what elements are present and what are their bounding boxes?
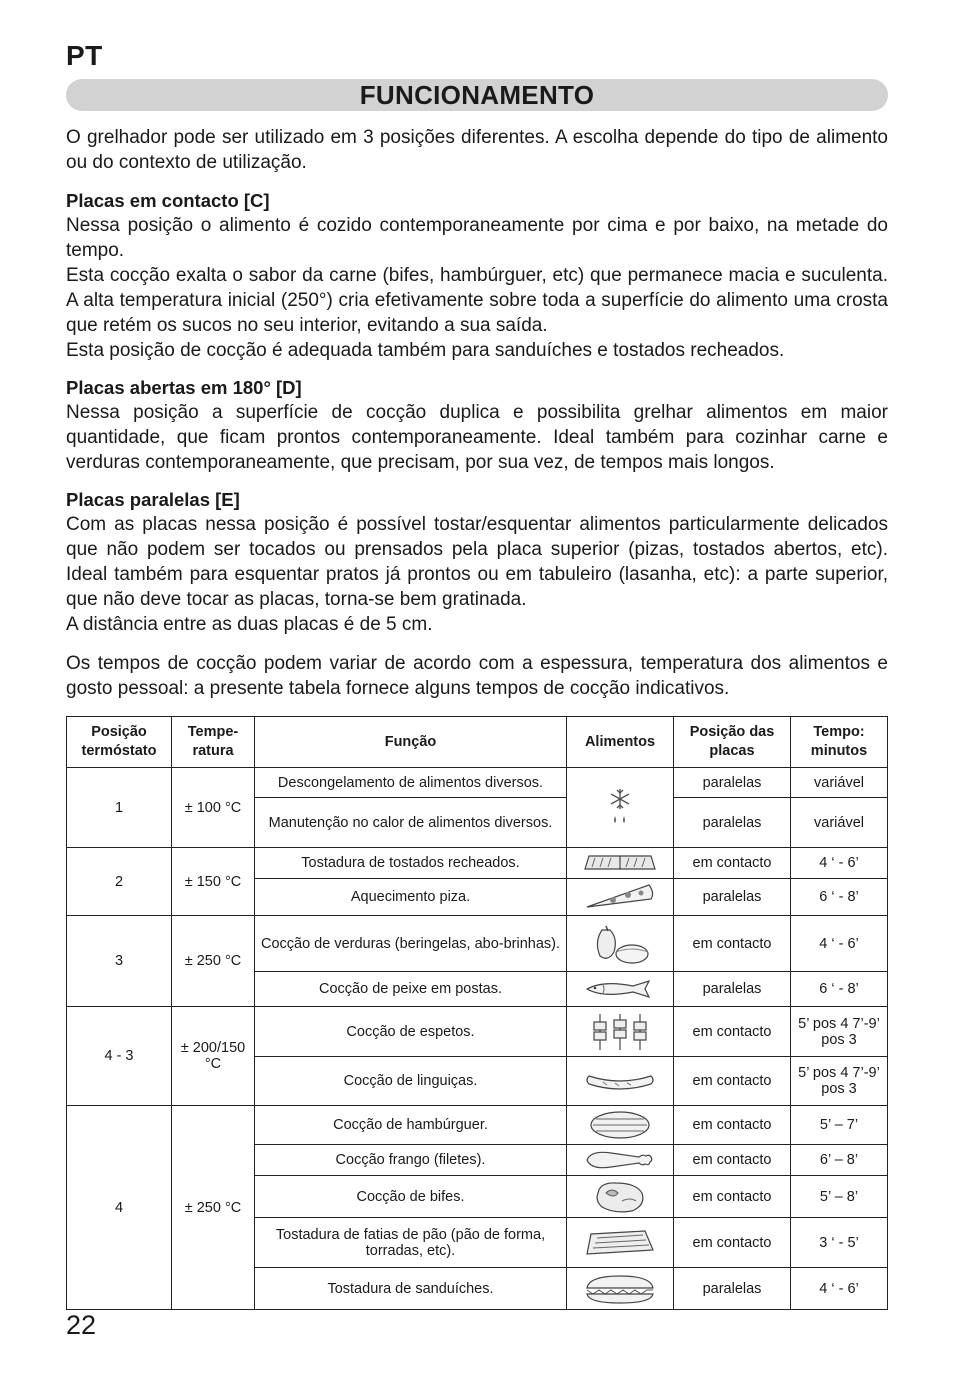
cooking-table: [66, 716, 888, 1310]
table-row: [67, 916, 888, 972]
temperature-cell: ± 150 °C: [172, 848, 255, 916]
paragraph: Nessa posição o alimento é cozido contemporaneamente por cima e por baixo, na metade do tempo.: [66, 215, 888, 261]
time-cell: 4 ‘ - 6’: [791, 848, 888, 879]
header-time: Tempo: minutos: [791, 717, 888, 768]
position-cell: 4 - 3: [67, 1007, 172, 1106]
chicken-leg-icon: [567, 1145, 674, 1176]
time-cell: 4 ‘ - 6’: [791, 916, 888, 972]
time-cell: 3 ‘ - 5’: [791, 1218, 888, 1268]
header-food: Alimentos: [567, 717, 674, 768]
temperature-cell: ± 250 °C: [172, 916, 255, 1007]
table-row: [67, 768, 888, 798]
function-cell: Aquecimento piza.: [255, 879, 567, 916]
position-cell: 2: [67, 848, 172, 916]
skewers-icon: [567, 1007, 674, 1057]
table-row: [67, 1007, 888, 1057]
plates-cell: em contacto: [674, 1176, 791, 1218]
function-cell: Cocção de linguiças.: [255, 1057, 567, 1106]
table-header-row: [67, 717, 888, 768]
plates-cell: em contacto: [674, 1007, 791, 1057]
position-cell: 4: [67, 1106, 172, 1310]
note-paragraph: Os tempos de cocção podem variar de acordo com a espessura, temperatura dos alimentos e gosto pessoal: a presente tabela fornece alguns tempos de cocção indicativos.: [66, 653, 888, 699]
function-cell: Cocção de espetos.: [255, 1007, 567, 1057]
function-cell: Cocção de verduras (beringelas, abo-brinhas).: [255, 916, 567, 972]
time-cell: 5’ pos 4 7’-9’ pos 3: [791, 1057, 888, 1106]
table-row: [67, 848, 888, 879]
plates-cell: paralelas: [674, 972, 791, 1007]
function-cell: Cocção de hambúrguer.: [255, 1106, 567, 1145]
temperature-cell: ± 200/150 °C: [172, 1007, 255, 1106]
plates-cell: em contacto: [674, 1106, 791, 1145]
language-code: PT: [66, 40, 103, 71]
pizza-icon: [567, 879, 674, 916]
plates-cell: em contacto: [674, 916, 791, 972]
vegetables-icon: [567, 916, 674, 972]
section-parallel: [66, 487, 888, 637]
plates-cell: paralelas: [674, 768, 791, 798]
paragraph: Esta posição de cocção é adequada também para sanduíches e tostados recheados.: [66, 340, 785, 361]
position-cell: 3: [67, 916, 172, 1007]
time-cell: 5’ – 8’: [791, 1176, 888, 1218]
function-cell: Tostadura de sanduíches.: [255, 1268, 567, 1310]
header-plates: Posição das placas: [674, 717, 791, 768]
plates-cell: paralelas: [674, 798, 791, 848]
section-open: [66, 375, 888, 475]
snowflake-drops-icon: [567, 768, 674, 848]
bread-slice-icon: [567, 1218, 674, 1268]
steak-icon: [567, 1176, 674, 1218]
time-cell: 6 ‘ - 8’: [791, 972, 888, 1007]
time-cell: 4 ‘ - 6’: [791, 1268, 888, 1310]
plates-cell: em contacto: [674, 848, 791, 879]
section-heading: Placas paralelas [E]: [66, 489, 240, 510]
page-number: 22: [66, 1310, 97, 1340]
body-text: [66, 125, 888, 701]
time-cell: 5’ pos 4 7’-9’ pos 3: [791, 1007, 888, 1057]
time-cell: 6 ‘ - 8’: [791, 879, 888, 916]
header-position: Posição termóstato: [67, 717, 172, 768]
section-heading: Placas em contacto [C]: [66, 190, 270, 211]
header-temperature: Tempe-ratura: [172, 717, 255, 768]
paragraph: Esta cocção exalta o sabor da carne (bifes, hambúrguer, etc) que permanece macia e suculenta. A alta temperatura inicial (250°) cria efetivamente sobre toda a superfície do alimento uma crosta que retém os sucos no seu interior, evitando a sua saída.: [66, 265, 888, 336]
plates-cell: em contacto: [674, 1057, 791, 1106]
page-title: FUNCIONAMENTO: [66, 79, 888, 111]
plates-cell: paralelas: [674, 879, 791, 916]
plates-cell: em contacto: [674, 1145, 791, 1176]
function-cell: Cocção de bifes.: [255, 1176, 567, 1218]
temperature-cell: ± 100 °C: [172, 768, 255, 848]
time-cell: variável: [791, 798, 888, 848]
section-contact: [66, 188, 888, 363]
time-cell: variável: [791, 768, 888, 798]
function-cell: Tostadura de tostados recheados.: [255, 848, 567, 879]
plates-cell: em contacto: [674, 1218, 791, 1268]
function-cell: Tostadura de fatias de pão (pão de forma, torradas, etc).: [255, 1218, 567, 1268]
function-cell: Cocção de peixe em postas.: [255, 972, 567, 1007]
table-row: [67, 1106, 888, 1145]
plates-cell: paralelas: [674, 1268, 791, 1310]
function-cell: Cocção frango (filetes).: [255, 1145, 567, 1176]
intro-paragraph: O grelhador pode ser utilizado em 3 posições diferentes. A escolha depende do tipo de alimento ou do contexto de utilização.: [66, 127, 888, 173]
paragraph: A distância entre as duas placas é de 5 cm.: [66, 614, 433, 635]
paragraph: Com as placas nessa posição é possível tostar/esquentar alimentos particularmente delicados que não podem ser tocados ou prensados pela placa superior (pizas, tostados abertos, etc). Ideal também para esquentar pratos já prontos ou em tabuleiro (lasanha, etc): a parte superior, que não deve tocar as placas, torna-se bem gratinada.: [66, 514, 888, 610]
time-cell: 5’ – 7’: [791, 1106, 888, 1145]
section-heading: Placas abertas em 180° [D]: [66, 377, 302, 398]
time-cell: 6’ – 8’: [791, 1145, 888, 1176]
function-cell: Descongelamento de alimentos diversos.: [255, 768, 567, 798]
temperature-cell: ± 250 °C: [172, 1106, 255, 1310]
paragraph: Nessa posição a superfície de cocção duplica e possibilita grelhar alimentos em maior quantidade, que ficam prontos contemporaneamente. Ideal também para cozinhar carne e verduras contemporaneamente, que precisam, por sua vez, de tempos mais longos.: [66, 402, 888, 473]
header-function: Função: [255, 717, 567, 768]
sausage-icon: [567, 1057, 674, 1106]
fish-icon: [567, 972, 674, 1007]
sandwich-icon: [567, 1268, 674, 1310]
function-cell: Manutenção no calor de alimentos diversos.: [255, 798, 567, 848]
hamburger-icon: [567, 1106, 674, 1145]
toasted-sandwich-icon: [567, 848, 674, 879]
position-cell: 1: [67, 768, 172, 848]
